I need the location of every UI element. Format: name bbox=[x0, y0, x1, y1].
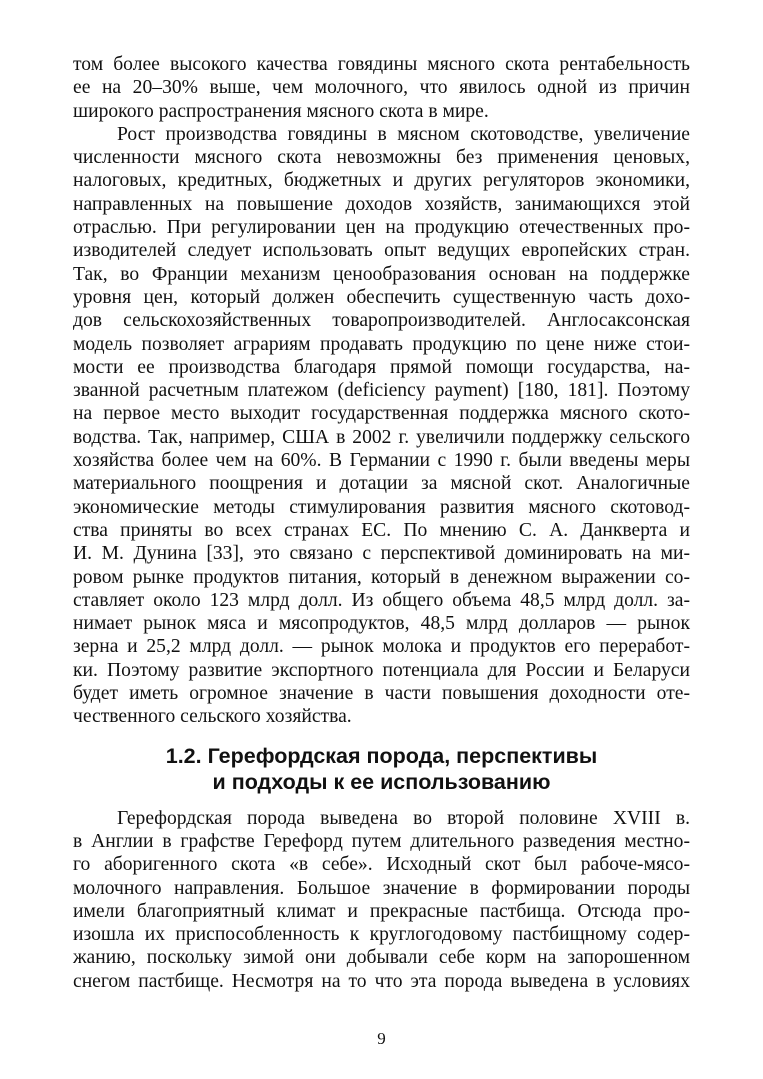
text-line: снегом пастбище. Несмотря на то что эта порода выведена в условиях bbox=[73, 970, 690, 992]
text-line: имели благоприятный климат и прекрасные пастбища. Отсюда про- bbox=[73, 900, 690, 922]
text-line: ставляет около 123 млрд долл. Из общего объема 48,5 млрд долл. за- bbox=[73, 589, 690, 611]
text-line: И. М. Дунина [33], это связано с перспективой доминировать на ми- bbox=[73, 543, 690, 565]
text-line: мости ее производства благодаря прямой помощи государства, на- bbox=[73, 356, 690, 378]
text-line: экономические методы стимулирования развития мясного скотовод- bbox=[73, 496, 690, 518]
text-line: жанию, поскольку зимой они добывали себе корм на запорошенном bbox=[73, 947, 690, 969]
page-number: 9 bbox=[377, 1029, 386, 1048]
text-line: на первое место выходит государственная поддержка мясного ското- bbox=[73, 403, 690, 425]
text-line: дов сельскохозяйственных товаропроизводителей. Англосаксонская bbox=[73, 310, 690, 332]
section-heading bbox=[73, 743, 690, 795]
text-line: в Англии в графстве Герефорд путем длительного разведения местно- bbox=[73, 830, 690, 852]
text-line: ровом рынке продуктов питания, который в денежном выражении со- bbox=[73, 566, 690, 588]
text-line: Рост производства говядины в мясном скотоводстве, увеличение bbox=[117, 123, 690, 145]
text-line: численности мясного скота невозможны без применения ценовых, bbox=[73, 147, 690, 169]
text-line: го аборигенного скота «в себе». Исходный скот был рабоче-мясо- bbox=[73, 854, 690, 876]
text-line: изводителей следует использовать опыт ведущих европейских стран. bbox=[73, 240, 690, 262]
text-line: изошла их приспособленность к круглогодовому пастбищному содер- bbox=[73, 924, 690, 946]
text-line: уровня цен, который должен обеспечить существенную часть дохо- bbox=[73, 286, 690, 308]
paragraph-3 bbox=[73, 807, 690, 993]
text-line: материального поощрения и дотации за мясной скот. Аналогичные bbox=[73, 473, 690, 495]
text-line: нимает рынок мяса и мясопродуктов, 48,5 млрд долларов — рынок bbox=[73, 613, 690, 635]
text-line: званной расчетным платежом (deficiency payment) [180, 181]. Поэтому bbox=[73, 380, 690, 402]
text-line: ее на 20–30% выше, чем молочного, что явилось одной из причин bbox=[73, 77, 690, 99]
text-line: модель позволяет аграриям продавать продукцию по цене ниже стои- bbox=[73, 333, 690, 355]
text-line: чественного сельского хозяйства. bbox=[73, 706, 352, 728]
text-line: том более высокого качества говядины мясного скота рентабельность bbox=[73, 54, 690, 75]
text-line: налоговых, кредитных, бюджетных и других регуляторов экономики, bbox=[73, 170, 690, 192]
text-line: отраслью. При регулировании цен на продукцию отечественных про- bbox=[73, 217, 690, 239]
text-line: Так, во Франции механизм ценообразования основан на поддержке bbox=[73, 263, 690, 285]
text-line: зерна и 25,2 млрд долл. — рынок молока и продуктов его переработ- bbox=[73, 636, 690, 658]
text-line: водства. Так, например, США в 2002 г. увеличили поддержку сельского bbox=[73, 426, 690, 448]
text-line: молочного направления. Большое значение в формировании породы bbox=[73, 877, 690, 899]
page-body bbox=[73, 53, 690, 993]
text-line: Герефордская порода выведена во второй половине XVIII в. bbox=[117, 807, 690, 829]
paragraph-1 bbox=[73, 53, 690, 123]
section-heading-line-1: 1.2. Герефордская порода, перспективы bbox=[165, 743, 598, 768]
text-line: ства приняты во всех странах ЕС. По мнению С. А. Данкверта и bbox=[73, 519, 690, 541]
text-line: ки. Поэтому развитие экспортного потенциала для России и Беларуси bbox=[73, 659, 690, 681]
paragraph-2 bbox=[73, 123, 690, 729]
text-line: будет иметь огромное значение в части повышения доходности оте- bbox=[73, 683, 690, 705]
text-line: широкого распространения мясного скота в мире. bbox=[73, 100, 489, 122]
section-heading-line-2: и подходы к ее использованию bbox=[212, 769, 551, 794]
text-line: направленных на повышение доходов хозяйств, занимающихся этой bbox=[73, 193, 690, 215]
text-line: хозяйства более чем на 60%. В Германии с 1990 г. были введены меры bbox=[73, 450, 690, 472]
